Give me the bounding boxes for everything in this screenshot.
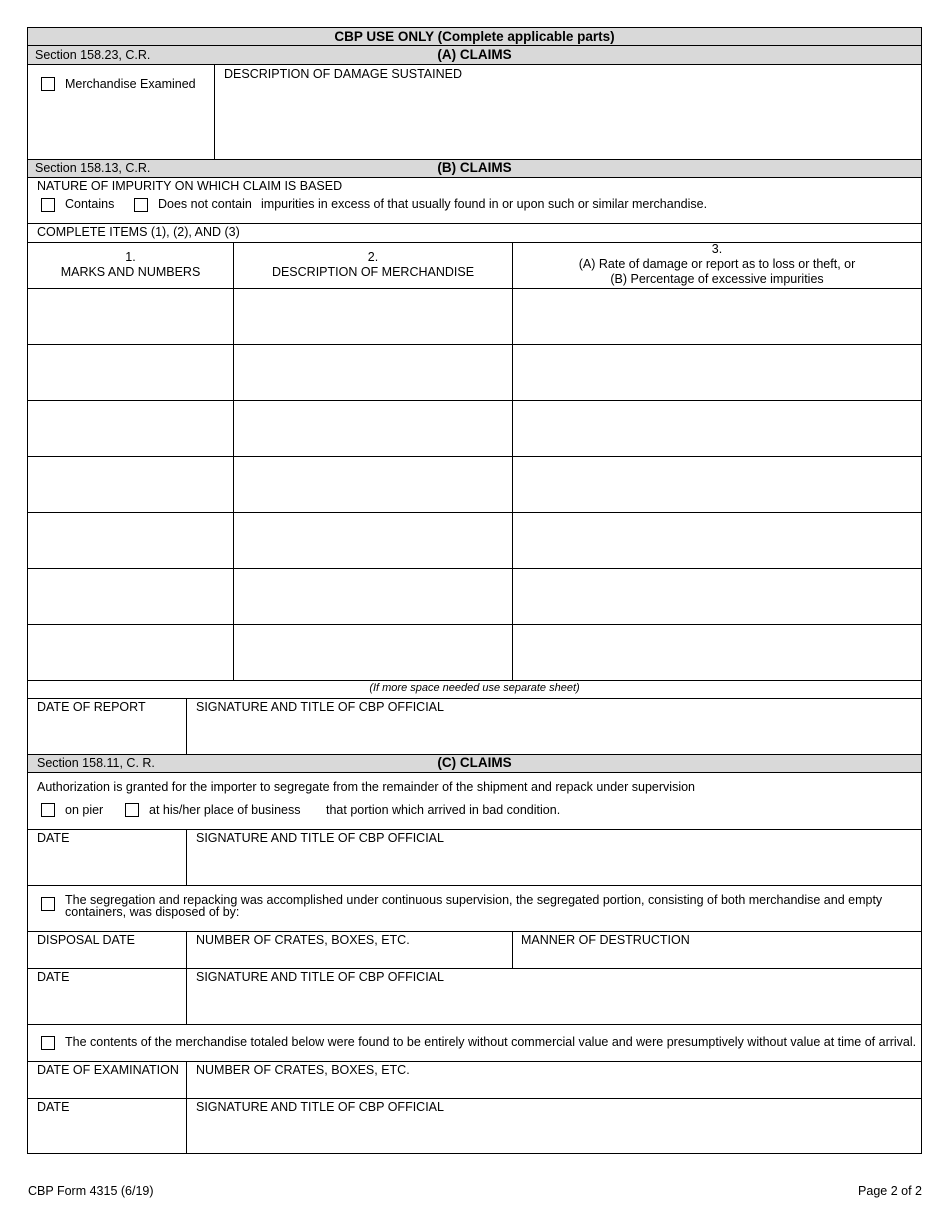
date-of-examination-label: DATE OF EXAMINATION	[37, 1063, 179, 1077]
does-not-contain-label: Does not contain	[158, 197, 252, 211]
date-label: DATE	[37, 970, 70, 984]
on-pier-label: on pier	[65, 803, 104, 817]
table-row-line	[28, 456, 921, 457]
signature-official-label: SIGNATURE AND TITLE OF CBP OFFICIAL	[196, 1100, 444, 1114]
merchandise-examined-checkbox[interactable]	[41, 77, 55, 91]
place-of-business-checkbox[interactable]	[125, 803, 139, 817]
section-a-bar	[28, 46, 921, 65]
more-space-note: (If more space needed use separate sheet)	[369, 682, 580, 694]
number-of-crates-label: NUMBER OF CRATES, BOXES, ETC.	[196, 933, 410, 947]
table-row-line	[28, 624, 921, 625]
complete-items-label: COMPLETE ITEMS (1), (2), AND (3)	[37, 225, 240, 239]
table-row-line	[28, 568, 921, 569]
divider	[28, 829, 921, 830]
nature-of-impurity-label: NATURE OF IMPURITY ON WHICH CLAIM IS BASED	[37, 179, 343, 193]
divider	[28, 1061, 921, 1062]
cbp-form	[27, 27, 922, 1154]
divider	[186, 1061, 187, 1154]
column-divider	[233, 242, 234, 680]
divider	[28, 698, 921, 699]
place-of-business-label: at his/her place of business	[149, 803, 301, 817]
date-label: DATE	[37, 831, 70, 845]
merchandise-examined-label: Merchandise Examined	[65, 77, 196, 91]
date-of-report-label: DATE OF REPORT	[37, 700, 146, 714]
column-header-rate	[513, 242, 921, 287]
divider	[186, 931, 187, 968]
divider	[28, 931, 921, 932]
on-pier-checkbox[interactable]	[41, 803, 55, 817]
form-id: CBP Form 4315 (6/19)	[28, 1184, 154, 1198]
form-title: CBP USE ONLY (Complete applicable parts)	[334, 29, 615, 44]
disposal-date-label: DISPOSAL DATE	[37, 933, 135, 947]
segregation-line: containers, was disposed of by:	[65, 905, 240, 919]
column-label: (A) Rate of damage or report as to loss or theft, or	[578, 257, 856, 271]
signature-official-label: SIGNATURE AND TITLE OF CBP OFFICIAL	[196, 831, 444, 845]
column-label: DESCRIPTION OF MERCHANDISE	[271, 265, 475, 279]
title-bar	[28, 28, 921, 46]
section-a-ref: Section 158.23, C.R.	[35, 48, 151, 62]
column-label: MARKS AND NUMBERS	[60, 265, 201, 279]
column-header-description	[234, 250, 512, 280]
section-b-bar	[28, 159, 921, 178]
table-row-line	[28, 400, 921, 401]
table-row-line	[28, 344, 921, 345]
number-of-crates-label: NUMBER OF CRATES, BOXES, ETC.	[196, 1063, 410, 1077]
divider	[28, 1024, 921, 1025]
page-number: Page 2 of 2	[858, 1184, 922, 1198]
segregation-text	[65, 894, 882, 918]
table-row-line	[28, 512, 921, 513]
column-header-marks	[28, 250, 233, 280]
manner-of-destruction-label: MANNER OF DESTRUCTION	[521, 933, 690, 947]
divider	[28, 223, 921, 224]
divider	[186, 968, 187, 1024]
segregation-line: The segregation and repacking was accomplished under continuous supervision, the segregated portion, consisting of both merchandise and empty	[65, 893, 883, 907]
description-of-damage-label: DESCRIPTION OF DAMAGE SUSTAINED	[224, 67, 462, 81]
section-c-bar	[28, 754, 921, 773]
signature-official-label: SIGNATURE AND TITLE OF CBP OFFICIAL	[196, 970, 444, 984]
contains-label: Contains	[65, 197, 115, 211]
section-b-title: (B) CLAIMS	[437, 160, 512, 175]
contents-text: The contents of the merchandise totaled below were found to be entirely without commercial value and were presumptively without value at time of arrival.	[65, 1035, 917, 1049]
does-not-contain-checkbox[interactable]	[134, 198, 148, 212]
divider	[28, 1098, 921, 1099]
authorization-text: Authorization is granted for the importer to segregate from the remainder of the shipment and repack under supervision	[37, 780, 695, 794]
divider	[214, 65, 215, 159]
divider	[28, 885, 921, 886]
column-label: (B) Percentage of excessive impurities	[610, 272, 824, 286]
column-number: 2.	[367, 250, 379, 264]
date-label: DATE	[37, 1100, 70, 1114]
column-number: 3.	[711, 242, 723, 256]
divider	[186, 829, 187, 885]
divider	[186, 698, 187, 754]
segregation-checkbox[interactable]	[41, 897, 55, 911]
divider	[512, 931, 513, 968]
column-divider	[512, 242, 513, 680]
table-row-line	[28, 680, 921, 681]
divider	[28, 968, 921, 969]
section-a-title: (A) CLAIMS	[437, 47, 512, 62]
contains-checkbox[interactable]	[41, 198, 55, 212]
section-c-ref: Section 158.11, C. R.	[37, 756, 155, 770]
section-c-title: (C) CLAIMS	[437, 755, 512, 770]
portion-text: that portion which arrived in bad condition.	[326, 803, 561, 817]
column-number: 1.	[125, 250, 136, 264]
section-b-ref: Section 158.13, C.R.	[35, 161, 151, 175]
table-row-line	[28, 288, 921, 289]
impurities-text: impurities in excess of that usually found in or upon such or similar merchandise.	[261, 197, 708, 211]
no-commercial-value-checkbox[interactable]	[41, 1036, 55, 1050]
signature-official-label: SIGNATURE AND TITLE OF CBP OFFICIAL	[196, 700, 444, 714]
